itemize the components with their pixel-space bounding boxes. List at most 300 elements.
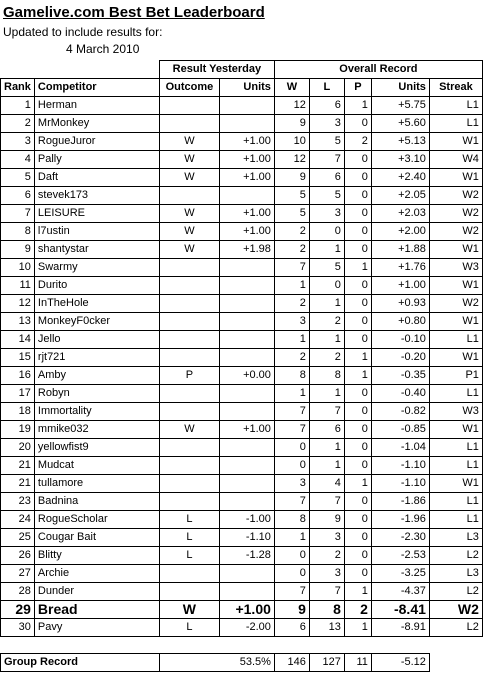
outcome-cell — [159, 583, 219, 601]
units-yesterday-cell — [219, 187, 274, 205]
streak-cell: W1 — [429, 475, 482, 493]
units-overall-cell: +5.75 — [371, 97, 429, 115]
pushes-cell: 0 — [344, 223, 371, 241]
losses-cell: 1 — [309, 457, 344, 475]
wins-cell: 7 — [274, 493, 309, 511]
streak-cell: P1 — [429, 367, 482, 385]
outcome-cell: L — [159, 511, 219, 529]
wins-cell: 5 — [274, 205, 309, 223]
streak-cell: L1 — [429, 331, 482, 349]
rank-cell: 30 — [1, 619, 35, 637]
pushes-cell: 1 — [344, 367, 371, 385]
losses-cell: 1 — [309, 295, 344, 313]
rank-cell: 18 — [1, 403, 35, 421]
pushes-cell: 0 — [344, 439, 371, 457]
units-yesterday-cell: +1.00 — [219, 601, 274, 619]
streak-cell: W2 — [429, 223, 482, 241]
units-yesterday-cell — [219, 97, 274, 115]
table-row — [1, 403, 483, 421]
rank-cell: 19 — [1, 421, 35, 439]
outcome-cell: W — [159, 601, 219, 619]
rank-cell: 10 — [1, 259, 35, 277]
wins-cell: 1 — [274, 385, 309, 403]
units-overall-cell: -0.35 — [371, 367, 429, 385]
losses-cell: 7 — [309, 403, 344, 421]
units-yesterday-cell: +1.00 — [219, 151, 274, 169]
wins-cell: 0 — [274, 439, 309, 457]
units-overall-cell: -0.20 — [371, 349, 429, 367]
units-overall-cell: +5.60 — [371, 115, 429, 133]
streak-cell: W1 — [429, 169, 482, 187]
losses-cell: 2 — [309, 547, 344, 565]
streak-cell: L1 — [429, 439, 482, 457]
units-overall-cell: -0.40 — [371, 385, 429, 403]
wins-cell: 7 — [274, 403, 309, 421]
wins-cell: 9 — [274, 169, 309, 187]
losses-cell: 8 — [309, 367, 344, 385]
outcome-cell: W — [159, 421, 219, 439]
streak-cell: W1 — [429, 133, 482, 151]
units-overall-cell: +1.00 — [371, 277, 429, 295]
table-row — [1, 439, 483, 457]
rank-cell: 5 — [1, 169, 35, 187]
units-overall-cell: -1.10 — [371, 475, 429, 493]
streak-cell: W1 — [429, 277, 482, 295]
units-overall-cell: -3.25 — [371, 565, 429, 583]
competitor-cell: Mudcat — [34, 457, 159, 475]
units-overall-cell: -0.10 — [371, 331, 429, 349]
table-row — [1, 223, 483, 241]
outcome-cell: L — [159, 529, 219, 547]
streak-cell: L2 — [429, 619, 482, 637]
units-yesterday-cell: -1.28 — [219, 547, 274, 565]
wins-cell: 7 — [274, 259, 309, 277]
units-overall-cell: -1.86 — [371, 493, 429, 511]
wins-cell: 7 — [274, 421, 309, 439]
wins-cell: 1 — [274, 277, 309, 295]
losses-cell: 2 — [309, 313, 344, 331]
table-row — [1, 259, 483, 277]
table-row — [1, 151, 483, 169]
competitor-cell: Bread — [34, 601, 159, 619]
losses-cell: 5 — [309, 133, 344, 151]
leaderboard-table — [0, 60, 483, 672]
outcome-cell — [159, 97, 219, 115]
units-overall-cell: +1.88 — [371, 241, 429, 259]
pushes-cell: 2 — [344, 601, 371, 619]
outcome-cell — [159, 565, 219, 583]
wins-cell: 1 — [274, 529, 309, 547]
competitor-cell: Durito — [34, 277, 159, 295]
rank-cell: 28 — [1, 583, 35, 601]
competitor-cell: mmike032 — [34, 421, 159, 439]
rank-cell: 14 — [1, 331, 35, 349]
rank-cell: 9 — [1, 241, 35, 259]
outcome-cell — [159, 439, 219, 457]
streak-cell: L2 — [429, 547, 482, 565]
units-overall-cell: +0.93 — [371, 295, 429, 313]
group-record-empty — [429, 654, 482, 672]
competitor-cell: RogueJuror — [34, 133, 159, 151]
highlighted-row — [1, 601, 483, 619]
units-yesterday-cell — [219, 259, 274, 277]
table-row — [1, 205, 483, 223]
units-overall-cell: +2.40 — [371, 169, 429, 187]
spacer-row — [1, 637, 483, 654]
table-row — [1, 511, 483, 529]
losses-cell: 6 — [309, 97, 344, 115]
rank-cell: 15 — [1, 349, 35, 367]
pushes-cell: 0 — [344, 421, 371, 439]
losses-cell: 13 — [309, 619, 344, 637]
outcome-cell: W — [159, 169, 219, 187]
units-yesterday-cell — [219, 439, 274, 457]
units-yesterday-cell: -2.00 — [219, 619, 274, 637]
wins-cell: 7 — [274, 583, 309, 601]
competitor-cell: stevek173 — [34, 187, 159, 205]
units-overall-cell: -0.82 — [371, 403, 429, 421]
competitor-cell: Pally — [34, 151, 159, 169]
outcome-cell: W — [159, 241, 219, 259]
units-overall-cell: -1.04 — [371, 439, 429, 457]
units-overall-cell: +5.13 — [371, 133, 429, 151]
result-yesterday-header: Result Yesterday — [159, 61, 274, 79]
wins-cell: 0 — [274, 457, 309, 475]
wins-cell: 1 — [274, 331, 309, 349]
pushes-cell: 0 — [344, 493, 371, 511]
rank-cell: 23 — [1, 493, 35, 511]
streak-cell: L3 — [429, 529, 482, 547]
losses-cell: 9 — [309, 511, 344, 529]
pushes-cell: 0 — [344, 205, 371, 223]
losses-cell: 3 — [309, 529, 344, 547]
table-row — [1, 115, 483, 133]
streak-cell: W2 — [429, 187, 482, 205]
col-header-losses: L — [309, 79, 344, 97]
losses-cell: 1 — [309, 241, 344, 259]
pushes-cell: 0 — [344, 295, 371, 313]
pushes-cell: 0 — [344, 241, 371, 259]
losses-cell: 6 — [309, 169, 344, 187]
pushes-cell: 0 — [344, 277, 371, 295]
streak-cell: W2 — [429, 295, 482, 313]
rank-cell: 1 — [1, 97, 35, 115]
competitor-cell: Daft — [34, 169, 159, 187]
units-yesterday-cell — [219, 115, 274, 133]
table-row — [1, 529, 483, 547]
col-header-pushes: P — [344, 79, 371, 97]
pushes-cell: 1 — [344, 475, 371, 493]
outcome-cell — [159, 115, 219, 133]
units-yesterday-cell — [219, 349, 274, 367]
outcome-cell: L — [159, 619, 219, 637]
rank-cell: 27 — [1, 565, 35, 583]
pushes-cell: 1 — [344, 97, 371, 115]
losses-cell: 0 — [309, 277, 344, 295]
competitor-cell: shantystar — [34, 241, 159, 259]
table-row — [1, 475, 483, 493]
streak-cell: L3 — [429, 565, 482, 583]
outcome-cell — [159, 277, 219, 295]
table-row — [1, 313, 483, 331]
table-row — [1, 187, 483, 205]
rank-cell: 11 — [1, 277, 35, 295]
wins-cell: 8 — [274, 367, 309, 385]
group-record-label: Group Record — [1, 654, 160, 672]
units-yesterday-cell — [219, 565, 274, 583]
group-record-row — [1, 654, 483, 672]
streak-cell: L1 — [429, 385, 482, 403]
group-record-units: -5.12 — [371, 654, 429, 672]
outcome-cell — [159, 259, 219, 277]
table-row — [1, 169, 483, 187]
competitor-cell: Pavy — [34, 619, 159, 637]
table-row — [1, 277, 483, 295]
competitor-cell: Dunder — [34, 583, 159, 601]
units-overall-cell: +0.80 — [371, 313, 429, 331]
streak-cell: W3 — [429, 259, 482, 277]
losses-cell: 1 — [309, 385, 344, 403]
competitor-cell: InTheHole — [34, 295, 159, 313]
rank-cell: 17 — [1, 385, 35, 403]
outcome-cell: W — [159, 151, 219, 169]
pushes-cell: 0 — [344, 403, 371, 421]
rank-cell: 3 — [1, 133, 35, 151]
wins-cell: 9 — [274, 601, 309, 619]
rank-cell: 24 — [1, 511, 35, 529]
streak-cell: W1 — [429, 349, 482, 367]
table-row — [1, 295, 483, 313]
competitor-cell: Jello — [34, 331, 159, 349]
pushes-cell: 0 — [344, 457, 371, 475]
units-overall-cell: +2.03 — [371, 205, 429, 223]
outcome-cell: W — [159, 133, 219, 151]
losses-cell: 1 — [309, 439, 344, 457]
units-yesterday-cell: +1.98 — [219, 241, 274, 259]
streak-cell: W1 — [429, 241, 482, 259]
wins-cell: 3 — [274, 313, 309, 331]
rank-cell: 7 — [1, 205, 35, 223]
pushes-cell: 0 — [344, 331, 371, 349]
wins-cell: 9 — [274, 115, 309, 133]
losses-cell: 3 — [309, 565, 344, 583]
group-record-pct: 53.5% — [159, 654, 274, 672]
streak-cell: L1 — [429, 457, 482, 475]
losses-cell: 7 — [309, 151, 344, 169]
competitor-cell: yellowfist9 — [34, 439, 159, 457]
rank-cell: 20 — [1, 439, 35, 457]
table-row — [1, 331, 483, 349]
losses-cell: 3 — [309, 115, 344, 133]
streak-cell: W4 — [429, 151, 482, 169]
losses-cell: 2 — [309, 349, 344, 367]
pushes-cell: 0 — [344, 385, 371, 403]
outcome-cell: W — [159, 223, 219, 241]
wins-cell: 12 — [274, 151, 309, 169]
pushes-cell: 0 — [344, 169, 371, 187]
competitor-cell: Badnina — [34, 493, 159, 511]
competitor-cell: tullamore — [34, 475, 159, 493]
table-row — [1, 457, 483, 475]
competitor-cell: l7ustin — [34, 223, 159, 241]
units-overall-cell: +2.00 — [371, 223, 429, 241]
units-yesterday-cell — [219, 385, 274, 403]
wins-cell: 2 — [274, 295, 309, 313]
competitor-cell: Cougar Bait — [34, 529, 159, 547]
rank-cell: 25 — [1, 529, 35, 547]
table-row — [1, 133, 483, 151]
wins-cell: 2 — [274, 349, 309, 367]
units-overall-cell: -0.85 — [371, 421, 429, 439]
rank-cell: 26 — [1, 547, 35, 565]
pushes-cell: 0 — [344, 547, 371, 565]
outcome-cell — [159, 187, 219, 205]
wins-cell: 3 — [274, 475, 309, 493]
outcome-cell: L — [159, 547, 219, 565]
group-record-losses: 127 — [309, 654, 344, 672]
outcome-cell: W — [159, 205, 219, 223]
wins-cell: 0 — [274, 565, 309, 583]
rank-cell: 21 — [1, 457, 35, 475]
col-header-competitor: Competitor — [34, 79, 159, 97]
rank-cell: 12 — [1, 295, 35, 313]
pushes-cell: 1 — [344, 349, 371, 367]
streak-cell: W1 — [429, 421, 482, 439]
col-header-units-yesterday: Units — [219, 79, 274, 97]
table-row — [1, 385, 483, 403]
units-yesterday-cell: +1.00 — [219, 133, 274, 151]
page-title: Gamelive.com Best Bet Leaderboard — [3, 4, 265, 21]
pushes-cell: 0 — [344, 511, 371, 529]
outcome-cell — [159, 313, 219, 331]
wins-cell: 5 — [274, 187, 309, 205]
units-overall-cell: -1.96 — [371, 511, 429, 529]
losses-cell: 3 — [309, 205, 344, 223]
table-row — [1, 493, 483, 511]
losses-cell: 7 — [309, 493, 344, 511]
group-header-row — [1, 61, 483, 79]
units-yesterday-cell — [219, 277, 274, 295]
competitor-cell: Robyn — [34, 385, 159, 403]
competitor-cell: rjt721 — [34, 349, 159, 367]
table-row — [1, 547, 483, 565]
losses-cell: 8 — [309, 601, 344, 619]
competitor-cell: Immortality — [34, 403, 159, 421]
units-overall-cell: +1.76 — [371, 259, 429, 277]
rank-cell: 13 — [1, 313, 35, 331]
pushes-cell: 1 — [344, 259, 371, 277]
streak-cell: L2 — [429, 583, 482, 601]
units-yesterday-cell: -1.00 — [219, 511, 274, 529]
units-yesterday-cell: +0.00 — [219, 367, 274, 385]
wins-cell: 0 — [274, 547, 309, 565]
losses-cell: 4 — [309, 475, 344, 493]
outcome-cell — [159, 493, 219, 511]
units-yesterday-cell — [219, 475, 274, 493]
competitor-cell: Amby — [34, 367, 159, 385]
streak-cell: L1 — [429, 493, 482, 511]
col-header-streak: Streak — [429, 79, 482, 97]
units-overall-cell: -8.41 — [371, 601, 429, 619]
updated-label: Updated to include results for: — [3, 25, 163, 39]
rank-cell: 8 — [1, 223, 35, 241]
losses-cell: 7 — [309, 583, 344, 601]
group-record-pushes: 11 — [344, 654, 371, 672]
streak-cell: L1 — [429, 97, 482, 115]
rank-cell: 16 — [1, 367, 35, 385]
units-overall-cell: -2.30 — [371, 529, 429, 547]
rank-cell: 2 — [1, 115, 35, 133]
streak-cell: W2 — [429, 205, 482, 223]
pushes-cell: 1 — [344, 583, 371, 601]
outcome-cell — [159, 403, 219, 421]
outcome-cell — [159, 475, 219, 493]
table-row — [1, 349, 483, 367]
units-yesterday-cell — [219, 331, 274, 349]
units-yesterday-cell: +1.00 — [219, 169, 274, 187]
streak-cell: L1 — [429, 511, 482, 529]
wins-cell: 6 — [274, 619, 309, 637]
losses-cell: 5 — [309, 259, 344, 277]
units-yesterday-cell: +1.00 — [219, 205, 274, 223]
column-header-row — [1, 79, 483, 97]
wins-cell: 2 — [274, 241, 309, 259]
col-header-rank: Rank — [1, 79, 35, 97]
units-overall-cell: +2.05 — [371, 187, 429, 205]
rank-cell: 29 — [1, 601, 35, 619]
units-yesterday-cell — [219, 583, 274, 601]
competitor-cell: RogueScholar — [34, 511, 159, 529]
table-row — [1, 619, 483, 637]
col-header-outcome: Outcome — [159, 79, 219, 97]
outcome-cell — [159, 295, 219, 313]
units-overall-cell: -8.91 — [371, 619, 429, 637]
outcome-cell — [159, 331, 219, 349]
losses-cell: 1 — [309, 331, 344, 349]
units-overall-cell: -1.10 — [371, 457, 429, 475]
pushes-cell: 1 — [344, 619, 371, 637]
wins-cell: 12 — [274, 97, 309, 115]
units-yesterday-cell — [219, 403, 274, 421]
rank-cell: 21 — [1, 475, 35, 493]
competitor-cell: Archie — [34, 565, 159, 583]
competitor-cell: LEISURE — [34, 205, 159, 223]
units-yesterday-cell: +1.00 — [219, 421, 274, 439]
units-yesterday-cell — [219, 493, 274, 511]
units-yesterday-cell: -1.10 — [219, 529, 274, 547]
competitor-cell: Swarmy — [34, 259, 159, 277]
rank-cell: 4 — [1, 151, 35, 169]
losses-cell: 5 — [309, 187, 344, 205]
losses-cell: 0 — [309, 223, 344, 241]
units-overall-cell: -4.37 — [371, 583, 429, 601]
units-yesterday-cell: +1.00 — [219, 223, 274, 241]
table-row — [1, 583, 483, 601]
table-row — [1, 241, 483, 259]
outcome-cell — [159, 385, 219, 403]
streak-cell: L1 — [429, 115, 482, 133]
units-yesterday-cell — [219, 295, 274, 313]
units-yesterday-cell — [219, 457, 274, 475]
units-yesterday-cell — [219, 313, 274, 331]
competitor-cell: Blitty — [34, 547, 159, 565]
group-record-wins: 146 — [274, 654, 309, 672]
competitor-cell: MrMonkey — [34, 115, 159, 133]
losses-cell: 6 — [309, 421, 344, 439]
units-overall-cell: -2.53 — [371, 547, 429, 565]
pushes-cell: 2 — [344, 133, 371, 151]
table-row — [1, 421, 483, 439]
